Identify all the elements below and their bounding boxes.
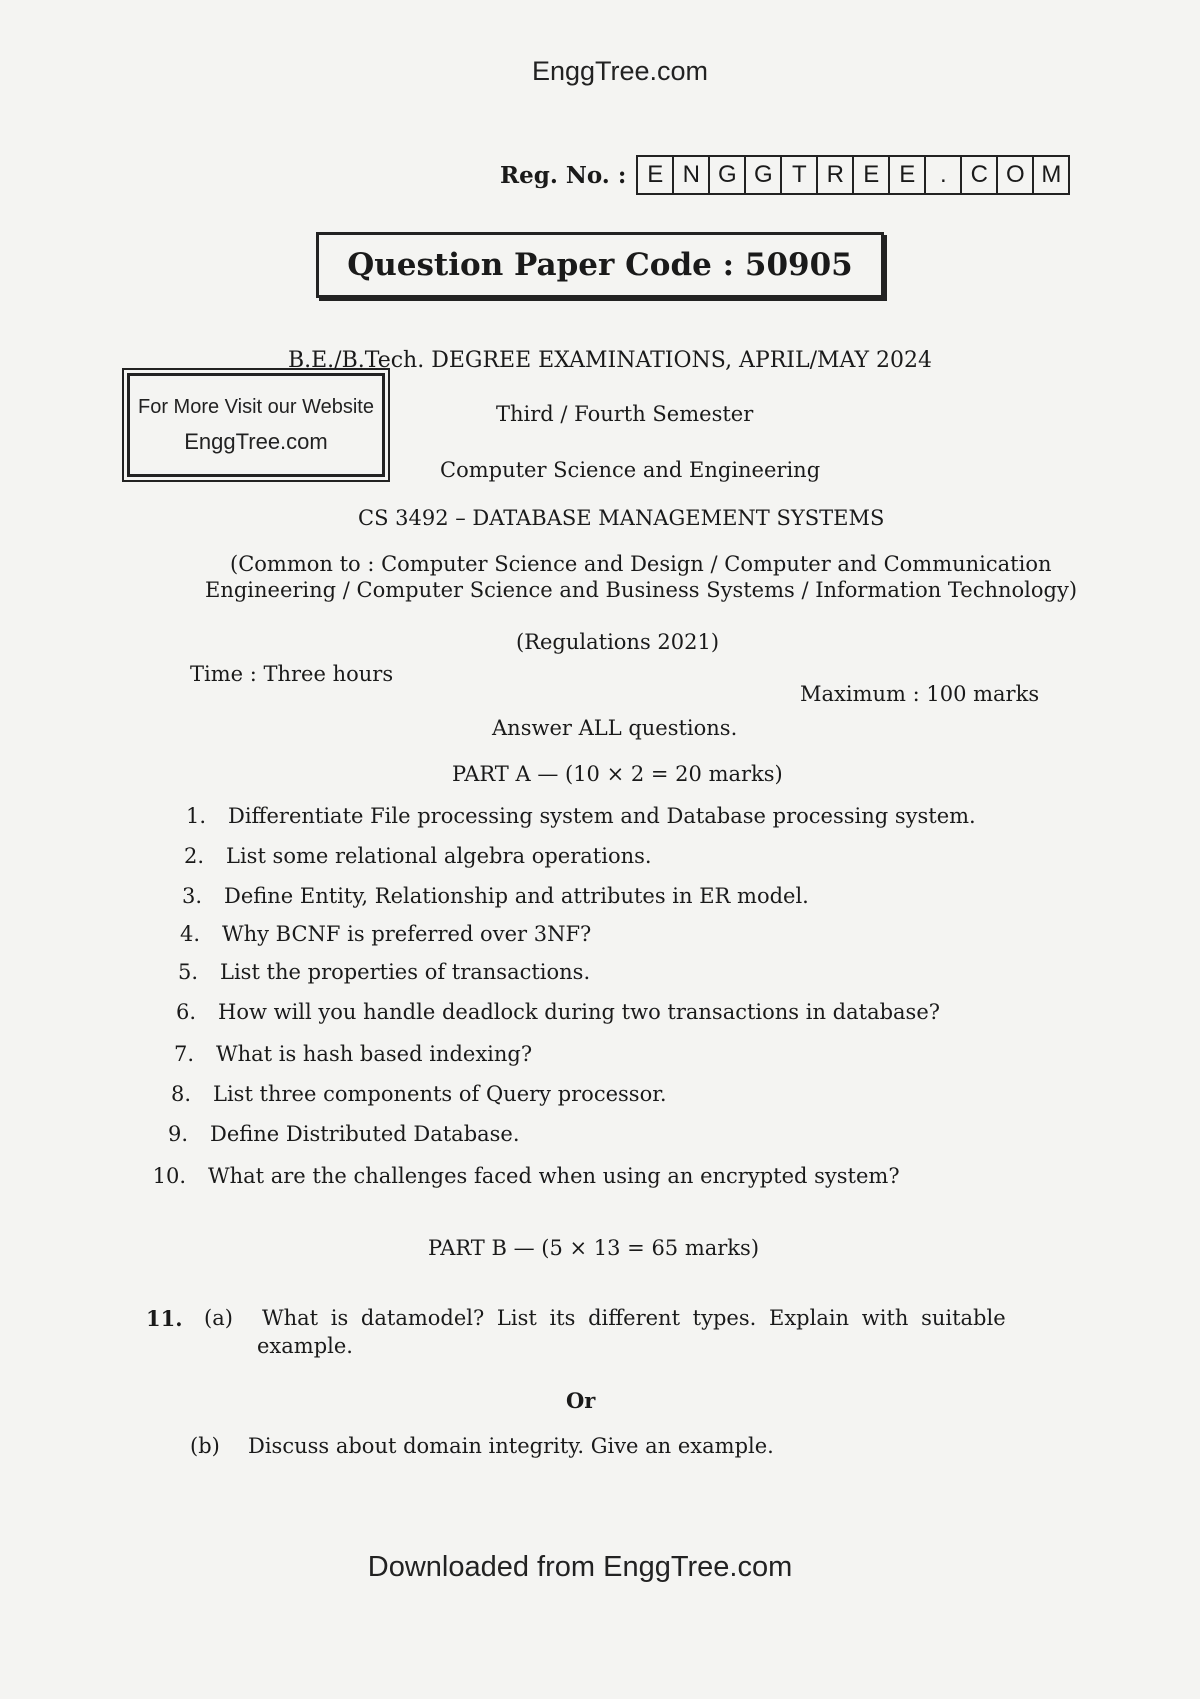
question-row <box>156 884 809 908</box>
question-row <box>158 844 652 868</box>
question-number: 3. <box>181 884 202 908</box>
question-row <box>148 1042 532 1066</box>
question-text: Define Entity, Relationship and attributes in ER model. <box>224 884 809 908</box>
reg-no-box: E <box>852 157 888 193</box>
maximum-marks: Maximum : 100 marks <box>800 682 1040 706</box>
reg-no-box: T <box>780 157 816 193</box>
exam-time: Time : Three hours <box>190 662 394 686</box>
common-to-line-1: (Common to : Computer Science and Design / Computer and Communication <box>230 552 1052 576</box>
semester: Third / Fourth Semester <box>496 402 754 426</box>
question-11-number <box>146 1306 183 1331</box>
regulations: (Regulations 2021) <box>516 630 720 654</box>
question-number: 2. <box>183 844 204 868</box>
question-11b-label: (b) <box>190 1434 220 1458</box>
reg-no-box: R <box>816 157 852 193</box>
question-11a-label: (a) <box>204 1306 233 1330</box>
reg-no-box: . <box>924 157 960 193</box>
question-paper-code: Question Paper Code : 50905 <box>316 232 884 298</box>
question-row <box>154 922 591 946</box>
question-number: 8. <box>170 1082 191 1106</box>
visit-line-2: EnggTree.com <box>184 429 328 454</box>
question-text: Why BCNF is preferred over 3NF? <box>222 922 592 946</box>
reg-no-boxes <box>636 155 1070 195</box>
question-text: List the properties of transactions. <box>220 960 591 984</box>
question-number: 7. <box>173 1042 194 1066</box>
department: Computer Science and Engineering <box>440 458 821 482</box>
reg-no-box: G <box>708 157 744 193</box>
question-number: 1. <box>185 804 206 828</box>
question-text: List three components of Query processor. <box>213 1082 667 1106</box>
question-11a-text-line-1: What is datamodel? List its different types. Explain with suitable <box>262 1306 1006 1330</box>
course-title: CS 3492 – DATABASE MANAGEMENT SYSTEMS <box>358 506 885 530</box>
part-a-heading: PART A — (10 × 2 = 20 marks) <box>452 762 783 786</box>
instruction: Answer ALL questions. <box>492 716 738 740</box>
question-text: What is hash based indexing? <box>216 1042 533 1066</box>
question-text: Define Distributed Database. <box>210 1122 520 1146</box>
question-row <box>160 804 976 828</box>
question-text: List some relational algebra operations. <box>226 844 652 868</box>
question-number: 5. <box>177 960 198 984</box>
question-text: What are the challenges faced when using an encrypted system? <box>208 1164 900 1188</box>
reg-no-box: N <box>672 157 708 193</box>
question-number: 6. <box>175 1000 196 1024</box>
reg-no-box: C <box>960 157 996 193</box>
part-b-heading: PART B — (5 × 13 = 65 marks) <box>428 1236 760 1260</box>
question-text: How will you handle deadlock during two transactions in database? <box>218 1000 941 1024</box>
or-separator: Or <box>566 1388 596 1413</box>
question-row <box>140 1164 900 1188</box>
reg-no <box>500 155 1070 195</box>
reg-no-box: E <box>888 157 924 193</box>
question-number: 9. <box>167 1122 188 1146</box>
reg-no-label: Reg. No. : <box>500 161 627 189</box>
question-row <box>142 1122 520 1146</box>
visit-website-box <box>127 373 385 477</box>
question-number: 4. <box>179 922 200 946</box>
exam-title: B.E./B.Tech. DEGREE EXAMINATIONS, APRIL/MAY 2024 <box>287 348 933 373</box>
visit-line-1: For More Visit our Website <box>137 396 374 418</box>
question-11a-text-line-2: example. <box>257 1334 353 1358</box>
question-text: Differentiate File processing system and Database processing system. <box>228 804 976 828</box>
reg-no-box: M <box>1032 157 1068 193</box>
reg-no-box: E <box>647 161 664 188</box>
question-number: 11. <box>146 1306 183 1331</box>
reg-no-box: O <box>996 157 1032 193</box>
reg-no-box: G <box>744 157 780 193</box>
question-11b-text: Discuss about domain integrity. Give an example. <box>248 1434 774 1458</box>
question-row <box>152 960 590 984</box>
common-to-line-2: Engineering / Computer Science and Business Systems / Information Technology) <box>205 578 1078 602</box>
site-header: EnggTree.com <box>531 56 709 86</box>
question-row <box>150 1000 940 1024</box>
download-footer: Downloaded from EnggTree.com <box>367 1551 793 1583</box>
question-number: 10. <box>152 1164 186 1188</box>
question-row <box>145 1082 667 1106</box>
